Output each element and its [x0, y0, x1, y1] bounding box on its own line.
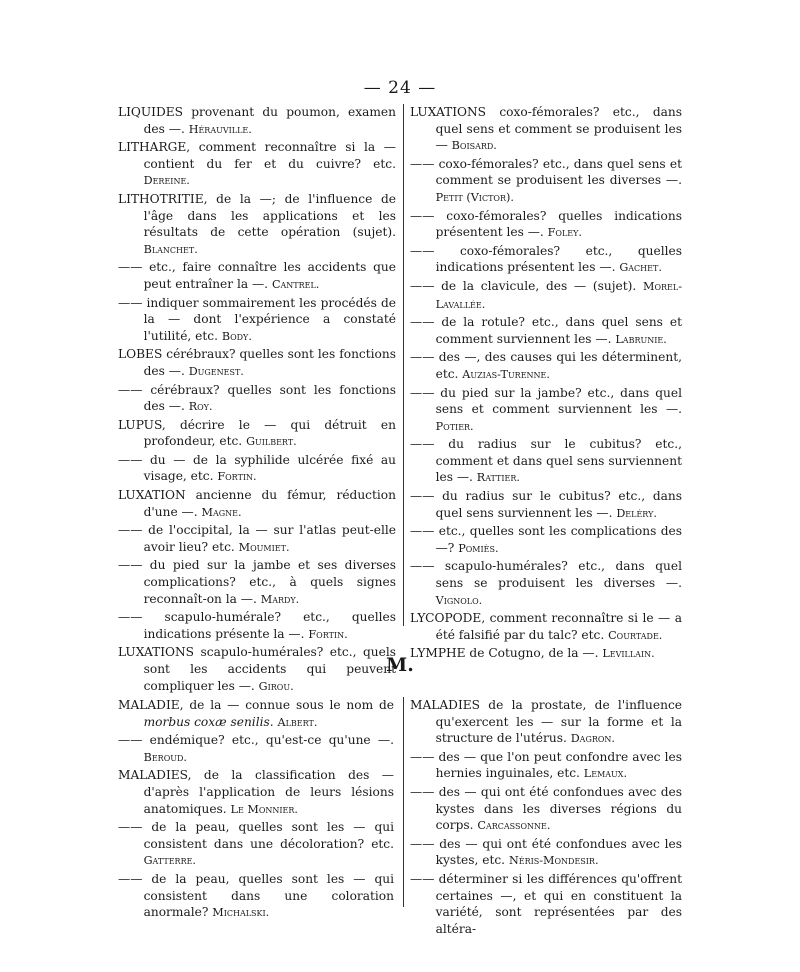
index-entry	[410, 385, 682, 436]
index-entry	[410, 784, 682, 835]
entry-text: —— de l'occipital, la — sur l'atlas peut-elle avoir lieu? etc.	[118, 523, 396, 554]
index-entry	[118, 767, 394, 818]
entry-author: Carcassonne.	[477, 819, 551, 833]
entry-author: Mardy.	[260, 592, 300, 606]
index-entry	[118, 819, 394, 870]
index-entry	[118, 417, 396, 451]
entry-text: —— du radius sur le cubitus? etc., dans quel sens surviennent les —.	[410, 489, 682, 520]
entry-text: —— de la rotule? etc., dans quel sens et comment surviennent les —.	[410, 315, 682, 346]
entry-text: —— etc., quelles sont les complications des —?	[410, 524, 682, 555]
index-entry	[118, 557, 396, 608]
entry-author: Michalski.	[212, 906, 270, 920]
entry-italic: morbus coxæ senilis.	[143, 714, 274, 729]
entry-author: Levillain.	[602, 647, 655, 661]
index-entry	[118, 452, 396, 486]
entry-text: —— de la peau, quelles sont les — qui consistent dans une décoloration? etc.	[118, 820, 394, 851]
entry-text: LYCOPODE, comment reconnaître si le — a été falsifié par du talc? etc.	[410, 611, 682, 642]
index-entry	[118, 609, 396, 643]
entry-author: Lemaux.	[583, 767, 628, 781]
entry-text: —— du — de la syphilide ulcérée fixé au visage, etc.	[118, 452, 396, 484]
entry-text: —— de la peau, quelles sont les — qui consistent dans une coloration anormale?	[118, 871, 394, 920]
index-entry	[118, 871, 394, 922]
entry-text: —— des —, des causes qui les déterminent, etc.	[410, 350, 682, 381]
entry-text: —— des — qui ont été confondues avec des kystes dans les diverses régions du corps.	[410, 784, 682, 833]
entry-author: Gachet.	[619, 261, 662, 275]
entry-author: Foley.	[547, 226, 582, 240]
entry-text: —— déterminer si les différences qu'offrent certaines —, et qui en constituent la variété, sont représentées par des altéra-	[410, 871, 682, 936]
entry-author: Roy.	[188, 400, 213, 414]
entry-author: Guilbert.	[246, 435, 297, 449]
entry-author: Le Monnier.	[230, 802, 298, 816]
entry-author: Cantrel.	[271, 277, 320, 291]
index-entry	[118, 732, 394, 766]
entry-text: MALADIES de la prostate, de l'influence qu'exercent les — sur la forme et la structure de l'utérus.	[410, 698, 682, 746]
index-entry	[410, 558, 682, 609]
entry-author: Albert.	[277, 715, 318, 729]
entry-text: —— des — que l'on peut confondre avec les hernies inguinales, etc.	[410, 749, 682, 781]
index-entry	[410, 278, 682, 313]
entry-text: MALADIE, de la — connue sous le nom de	[118, 698, 394, 712]
entry-author: Courtade.	[608, 628, 663, 642]
entry-author: Vignolo.	[435, 593, 483, 607]
entry-text: —— du pied sur la jambe et ses diverses complications? etc., à quels signes reconnaît-on la —.	[118, 558, 396, 606]
entry-text: —— scapulo-humérale? etc., quelles indications présente la —.	[118, 610, 396, 641]
entry-author: Gatterre.	[143, 854, 196, 868]
entry-author: Girou.	[258, 679, 294, 693]
entry-text: —— du pied sur la jambe? etc., dans quel sens et comment surviennent les —.	[410, 385, 682, 417]
index-column-top-left	[118, 104, 396, 696]
index-entry	[118, 522, 396, 556]
index-entry	[410, 523, 682, 557]
column-divider	[403, 697, 404, 907]
entry-author: Morel-Lavallée.	[435, 279, 682, 311]
entry-author: Pomiès.	[458, 541, 499, 555]
index-entry	[410, 156, 682, 207]
entry-text: —— de la clavicule, des — (sujet).	[410, 278, 644, 293]
entry-text: —— coxo-fémorales? etc., dans quel sens et comment se produisent les diverses —.	[410, 156, 682, 188]
entry-text: LUPUS, décrire le — qui détruit en profondeur, etc.	[118, 417, 396, 449]
entry-author: Beroud.	[143, 750, 187, 764]
index-entry	[410, 610, 682, 644]
entry-text: —— cérébraux? quelles sont les fonctions des —.	[118, 382, 396, 414]
entry-text: LYMPHE de Cotugno, de la —.	[410, 646, 603, 661]
index-entry	[118, 346, 396, 380]
entry-author: Dugenest.	[188, 364, 244, 378]
entry-author: Fortin.	[217, 470, 257, 484]
entry-author: Hérauville.	[188, 122, 252, 136]
entry-text: LITHOTRITIE, de la —; de l'influence de l'âge dans les applications et les résultats de cette opération (sujet).	[118, 191, 396, 240]
entry-text: LOBES cérébraux? quelles sont les fonctions des —.	[118, 347, 396, 378]
index-entry	[410, 749, 682, 783]
entry-author: Potier.	[435, 419, 474, 433]
index-entry	[118, 259, 396, 293]
index-entry	[410, 314, 682, 348]
entry-author: Rattier.	[476, 471, 520, 485]
entry-author: Magne.	[201, 505, 242, 519]
entry-author: Moumiet.	[238, 540, 290, 554]
entry-author: Deléry.	[616, 506, 657, 520]
index-entry	[410, 871, 682, 937]
entry-text: —— indiquer sommairement les procédés de la — dont l'expérience a constaté l'utilité, etc.	[118, 295, 396, 343]
index-column-top-right	[410, 104, 682, 664]
entry-author: Boisard.	[451, 139, 497, 153]
entry-author: Body.	[221, 329, 252, 343]
index-entry	[118, 697, 394, 731]
page-number: — 24 —	[363, 78, 437, 98]
index-entry	[410, 208, 682, 242]
entry-text: —— coxo-fémorales? quelles indications présentent les —.	[410, 208, 682, 240]
index-entry	[410, 488, 682, 522]
entry-author: Petit (Victor).	[435, 190, 514, 204]
index-entry	[118, 104, 396, 138]
index-entry	[410, 243, 682, 277]
column-divider	[403, 104, 404, 626]
index-entry	[118, 139, 396, 190]
entry-text: LUXATION ancienne du fémur, réduction d'une —.	[118, 488, 396, 519]
index-entry	[118, 191, 396, 258]
entry-text: LUXATIONS coxo-fémorales? etc., dans quel sens et comment se produisent les —	[410, 105, 682, 153]
index-entry	[118, 382, 396, 416]
entry-text: LUXATIONS scapulo-humérales? etc., quels sont les accidents qui peuvent compliquer les —.	[118, 645, 396, 693]
section-heading: M.	[386, 654, 414, 676]
index-entry	[410, 349, 682, 383]
entry-text: —— des — qui ont été confondues avec les kystes, etc.	[410, 836, 682, 868]
entry-text: LIQUIDES provenant du poumon, examen des —.	[118, 105, 396, 136]
entry-author: Fortin.	[308, 627, 348, 641]
index-column-bottom-left	[118, 697, 394, 923]
index-entry	[118, 295, 396, 346]
entry-author: Dereine.	[143, 174, 190, 188]
index-entry	[118, 487, 396, 521]
entry-text: —— du radius sur le cubitus? etc., comment et dans quel sens surviennent les —.	[410, 437, 682, 485]
index-entry	[410, 104, 682, 155]
entry-text: —— endémique? etc., qu'est-ce qu'une —.	[118, 733, 394, 748]
entry-text: MALADIES, de la classification des — d'après l'application de leurs lésions anatomiques.	[118, 768, 394, 816]
index-entry	[410, 436, 682, 487]
entry-author: Auzias-Turenne.	[462, 367, 550, 381]
entry-text: —— etc., faire connaître les accidents que peut entraîner la —.	[118, 260, 396, 291]
index-entry	[410, 836, 682, 870]
entry-text: —— scapulo-humérales? etc., dans quel sens se produisent les diverses —.	[410, 559, 682, 591]
entry-author: Blanchet.	[143, 242, 198, 256]
entry-text: —— coxo-fémorales? etc., quelles indications présentent les —.	[410, 243, 682, 275]
entry-author: Néris-Mondesir.	[508, 854, 599, 868]
entry-author: Dagron.	[570, 732, 615, 746]
entry-author: Labrunie.	[615, 332, 667, 346]
entry-text: LITHARGE, comment reconnaître si la — contient du fer et du cuivre? etc.	[118, 140, 396, 171]
index-entry	[410, 697, 682, 748]
index-column-bottom-right	[410, 697, 682, 938]
